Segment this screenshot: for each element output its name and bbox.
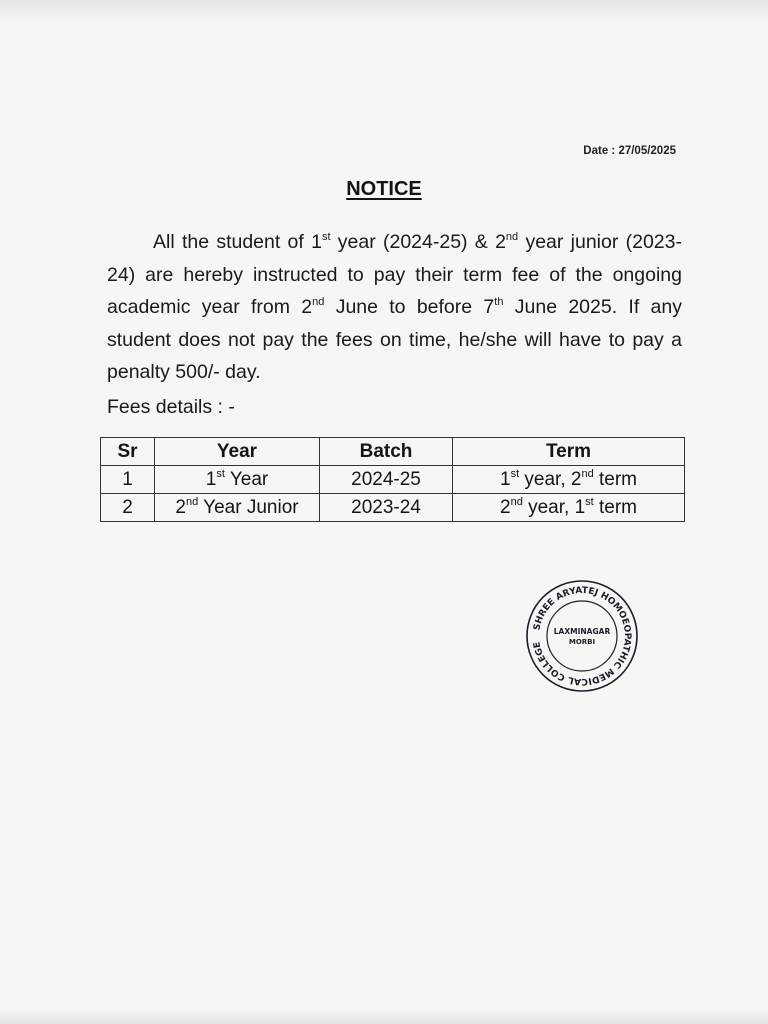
cell-term: 1st year, 2nd term xyxy=(453,466,685,494)
cell-term: 2nd year, 1st term xyxy=(453,494,685,522)
notice-body xyxy=(107,226,682,389)
college-seal-stamp xyxy=(515,580,649,692)
seal-ring-text: SHREE ARYATEJ HOMOEOPATHIC MEDICAL COLLEGE xyxy=(532,585,633,687)
header-term: Term xyxy=(453,438,685,466)
notice-title: NOTICE xyxy=(346,178,422,200)
cell-batch: 2023-24 xyxy=(320,494,453,522)
cell-sr: 2 xyxy=(101,494,155,522)
header-year: Year xyxy=(155,438,320,466)
header-batch: Batch xyxy=(320,438,453,466)
cell-sr: 1 xyxy=(101,466,155,494)
fees-details-label: Fees details : - xyxy=(107,396,235,418)
fees-table xyxy=(100,437,685,522)
notice-date: Date : 27/05/2025 xyxy=(583,145,676,157)
table-row xyxy=(101,494,685,522)
table-header-row xyxy=(101,438,685,466)
seal-line2: MORBI xyxy=(568,638,596,646)
header-sr: Sr xyxy=(101,438,155,466)
cell-batch: 2024-25 xyxy=(320,466,453,494)
seal-line1: LAXMINAGAR xyxy=(553,627,611,636)
cell-year: 2nd Year Junior xyxy=(155,494,320,522)
notice-paragraph: All the student of 1st year (2024-25) & 2nd year junior (2023-24) are hereby instructed to pay their term fee of the ongoing academic year from 2nd June to before 7th June 2025. If any student does not pay the fees on time, he/she will have to pay a penalty 500/- day. xyxy=(107,231,682,383)
scan-edge-bottom xyxy=(0,1010,768,1024)
scan-edge-top xyxy=(0,0,768,22)
table-row xyxy=(101,466,685,494)
cell-year: 1st Year xyxy=(155,466,320,494)
